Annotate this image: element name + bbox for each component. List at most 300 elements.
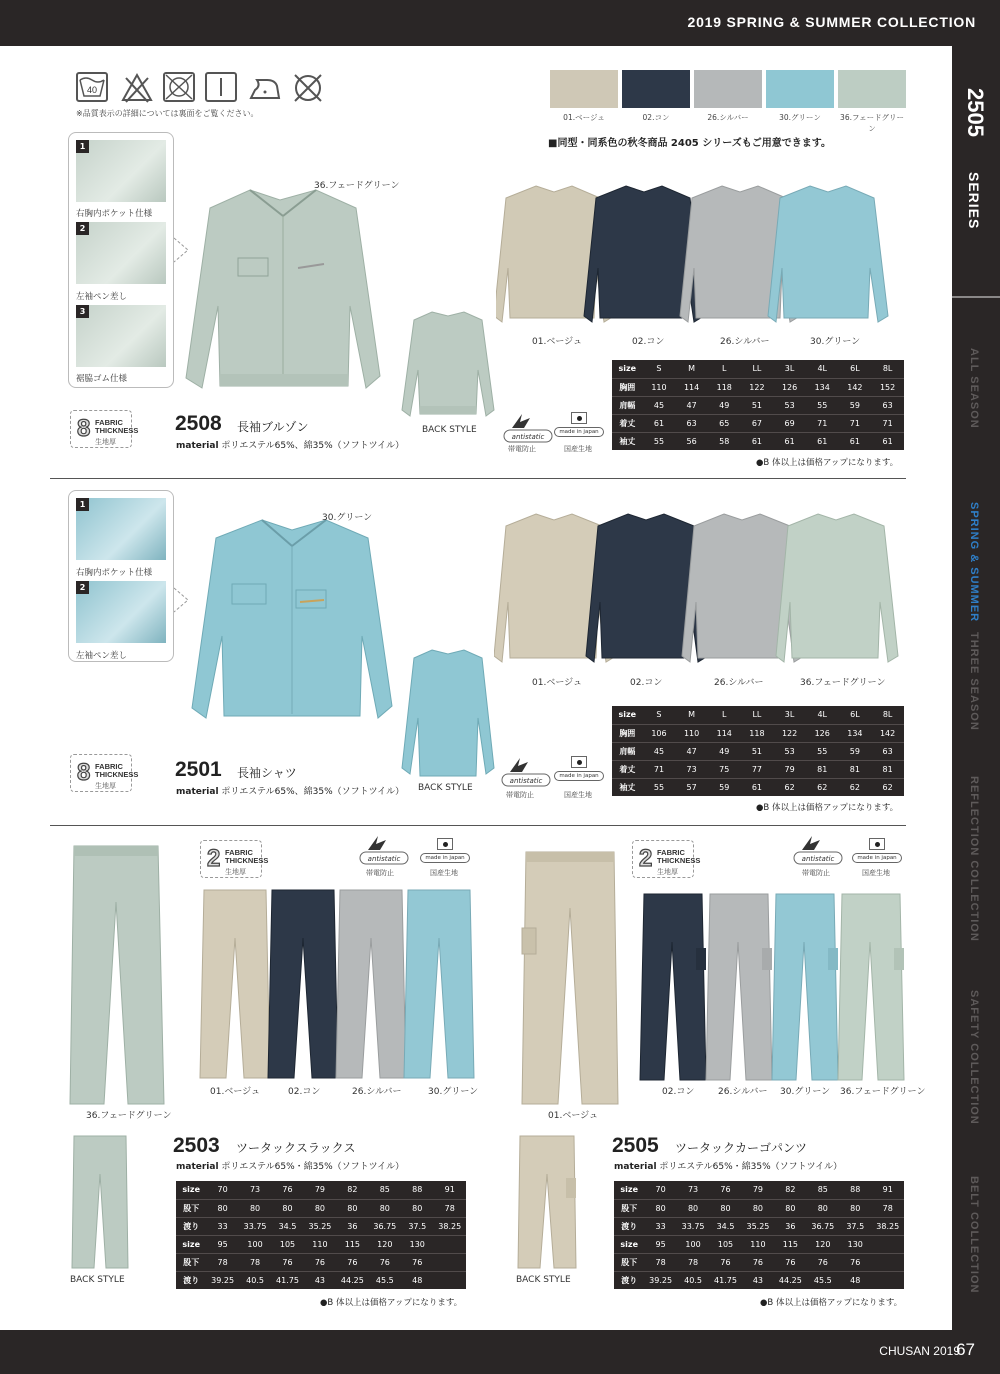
fabric-thickness-badge-2501 <box>70 754 139 792</box>
table-cell: 45 <box>643 396 676 414</box>
table-row <box>176 1253 466 1271</box>
size-note-2501: ●B 体以上は価格アップになります。 <box>756 803 899 813</box>
table-cell: 80 <box>742 1199 774 1217</box>
jacket-2508-main-photo <box>180 186 386 396</box>
made-in-japan-text: made in japan <box>554 427 604 437</box>
sidebar-item-all-season[interactable]: ALL SEASON <box>968 348 980 429</box>
swatch-silver <box>694 70 762 108</box>
table-cell: 71 <box>643 760 676 778</box>
wash-40-icon <box>76 72 108 102</box>
collection-title: 2019 SPRING & SUMMER COLLECTION <box>687 14 976 30</box>
table-row <box>612 432 904 450</box>
material-2501 <box>176 784 404 797</box>
table-row <box>614 1181 904 1199</box>
no-tumble-dry-icon <box>163 72 195 102</box>
detail-label: 左袖ペン差し <box>76 651 128 661</box>
shirt-2501-main-photo <box>188 516 398 726</box>
variant-label: 26.シルバー <box>714 678 764 688</box>
size-table-2503 <box>176 1181 466 1289</box>
size-table-2505 <box>614 1181 904 1289</box>
swatch-beige <box>550 70 618 108</box>
table-cell: 39.25 <box>644 1271 676 1289</box>
material-key: material <box>176 1162 219 1172</box>
table-cell: 110 <box>304 1235 336 1253</box>
cargo-2505-main-photo <box>518 848 622 1106</box>
antistatic-text: antistatic <box>367 855 401 863</box>
material-2508 <box>176 438 404 451</box>
table-cell: 47 <box>675 396 708 414</box>
table-cell: 8L <box>882 364 893 374</box>
table-cell: 80 <box>774 1199 806 1217</box>
footer-bar <box>0 1330 1000 1374</box>
swatch-label-silver: 26.シルバー <box>707 113 749 122</box>
table-cell: 70 <box>217 1185 228 1195</box>
table-cell: 62 <box>806 778 839 796</box>
table-cell: 着丈 <box>612 760 643 778</box>
table-cell: 130 <box>839 1235 871 1253</box>
made-in-japan-label: 国産生地 <box>564 791 592 799</box>
table-cell: 43 <box>742 1271 774 1289</box>
table-cell: 120 <box>807 1235 839 1253</box>
shirt-2501-color-variants <box>494 512 910 672</box>
size-table-2508 <box>612 360 904 450</box>
table-cell: S <box>656 710 662 720</box>
table-cell: 肩幅 <box>612 396 643 414</box>
antistatic-text: antistatic <box>801 855 835 863</box>
jacket-2508-color-variants <box>496 184 896 332</box>
table-cell: 134 <box>806 378 839 396</box>
table-cell: 股下 <box>176 1253 206 1271</box>
main-color-label-2505: 01.ベージュ <box>548 1111 598 1121</box>
table-cell: 79 <box>773 760 806 778</box>
table-cell: 37.5 <box>839 1217 871 1235</box>
table-cell: 69 <box>773 414 806 432</box>
table-cell: 59 <box>708 778 741 796</box>
table-cell: 80 <box>839 1199 871 1217</box>
table-cell: 80 <box>336 1199 368 1217</box>
table-cell: 126 <box>806 724 839 742</box>
line-dry-icon <box>205 72 237 102</box>
table-cell: 76 <box>271 1253 303 1271</box>
table-cell: 36.75 <box>807 1217 839 1235</box>
table-cell: LL <box>752 364 762 374</box>
table-cell <box>433 1271 466 1289</box>
table-cell: 48 <box>401 1271 433 1289</box>
table-cell: 43 <box>304 1271 336 1289</box>
table-cell: 36 <box>336 1217 368 1235</box>
table-cell: 45 <box>643 742 676 760</box>
fabric-title-2: THICKNESS <box>95 426 139 435</box>
table-cell: 76 <box>742 1253 774 1271</box>
fabric-title-2: THICKNESS <box>657 856 701 865</box>
table-cell: 渡り <box>614 1217 644 1235</box>
table-cell: 67 <box>741 414 774 432</box>
fabric-title-1: FABRIC <box>225 848 253 857</box>
fabric-thickness-badge-2505 <box>632 840 701 878</box>
table-cell: L <box>722 364 727 374</box>
size-note-2508: ●B 体以上は価格アップになります。 <box>756 458 899 468</box>
table-cell: 61 <box>839 432 872 450</box>
table-cell: 胸囲 <box>612 378 643 396</box>
back-style-label-2501: BACK STYLE <box>418 783 473 793</box>
table-row <box>612 742 904 760</box>
iron-icon <box>247 72 279 102</box>
table-cell: 49 <box>708 742 741 760</box>
table-cell <box>871 1235 904 1253</box>
table-cell: 82 <box>785 1185 796 1195</box>
table-row <box>612 778 904 796</box>
sidebar-item-belt-collection[interactable]: BELT COLLECTION <box>968 1176 980 1294</box>
detail-label: 裾脇ゴム仕様 <box>76 374 128 384</box>
series-word: SERIES <box>966 172 982 230</box>
table-cell: 81 <box>806 760 839 778</box>
table-cell: M <box>688 710 696 720</box>
table-cell: 51 <box>741 742 774 760</box>
table-cell: 100 <box>239 1235 271 1253</box>
table-cell: 76 <box>774 1253 806 1271</box>
table-cell: 80 <box>239 1199 271 1217</box>
table-cell: L <box>722 710 727 720</box>
slacks-2503-color-variants <box>198 888 480 1080</box>
slacks-2503-main-photo <box>66 842 166 1106</box>
table-cell: 袖丈 <box>612 778 643 796</box>
product-name-2508: 長袖ブルゾン <box>237 420 309 434</box>
fabric-title <box>95 419 138 435</box>
table-cell: 76 <box>839 1253 871 1271</box>
table-cell: 81 <box>871 760 904 778</box>
table-cell: 85 <box>379 1185 390 1195</box>
thickness-value: 2 <box>207 845 221 872</box>
table-cell: 35.25 <box>742 1217 774 1235</box>
detail-number: 1 <box>76 498 89 511</box>
table-cell: 80 <box>369 1199 401 1217</box>
detail-label: 右胸内ポケット仕様 <box>76 209 153 219</box>
table-cell: 62 <box>773 778 806 796</box>
table-cell: size <box>618 364 637 374</box>
variant-label: 30.グリーン <box>428 1087 479 1097</box>
table-cell: 134 <box>839 724 872 742</box>
detail-number: 2 <box>76 222 89 235</box>
table-cell: 79 <box>752 1185 764 1195</box>
table-cell: 118 <box>708 378 741 396</box>
antistatic-icon <box>500 756 552 790</box>
main-color-label-2503: 36.フェードグリーン <box>86 1111 172 1121</box>
table-cell: 34.5 <box>271 1217 303 1235</box>
variant-label: 36.フェードグリーン <box>800 678 886 688</box>
antistatic-icon <box>358 834 410 868</box>
sidebar-item-three-season[interactable]: THREE SEASON <box>968 632 980 731</box>
table-cell: 4L <box>817 364 827 374</box>
table-cell: 33 <box>644 1217 676 1235</box>
table-cell: 63 <box>675 414 708 432</box>
table-cell: 115 <box>774 1235 806 1253</box>
table-cell: 62 <box>839 778 872 796</box>
fabric-title-1: FABRIC <box>657 848 685 857</box>
table-row <box>176 1181 466 1199</box>
table-row <box>176 1199 466 1217</box>
detail-label: 右胸内ポケット仕様 <box>76 568 153 578</box>
table-cell: 59 <box>839 396 872 414</box>
table-cell: 76 <box>336 1253 368 1271</box>
table-cell: 105 <box>709 1235 741 1253</box>
table-cell: 37.5 <box>401 1217 433 1235</box>
main-color-label-2508: 36.フェードグリーン <box>314 181 400 191</box>
table-cell: 55 <box>643 778 676 796</box>
table-cell: 78 <box>433 1199 466 1217</box>
product-code-2501: 2501 <box>175 758 222 781</box>
fabric-title <box>657 849 700 865</box>
made-in-japan-text: made in japan <box>554 771 604 781</box>
table-cell: 35.25 <box>304 1217 336 1235</box>
table-cell: 91 <box>882 1185 893 1195</box>
fabric-title-1: FABRIC <box>95 418 123 427</box>
sidebar-divider <box>952 296 1000 298</box>
detail-photo-pocket <box>76 140 166 202</box>
table-cell: 110 <box>643 378 676 396</box>
table-cell: 106 <box>643 724 676 742</box>
table-cell: 80 <box>401 1199 433 1217</box>
table-cell: 38.25 <box>433 1217 466 1235</box>
swatch-label-fade-green: 36.フェードグリーン <box>840 113 904 133</box>
table-cell: 61 <box>806 432 839 450</box>
antistatic-label: 帯電防止 <box>506 791 534 799</box>
table-row <box>614 1199 904 1217</box>
table-cell: 85 <box>817 1185 828 1195</box>
detail-photo-hem <box>76 305 166 367</box>
series-number: 2505 <box>963 88 988 137</box>
table-cell: 122 <box>741 378 774 396</box>
product-name-2501: 長袖シャツ <box>237 766 297 780</box>
detail-number: 2 <box>76 581 89 594</box>
thickness-value: 2 <box>639 845 653 872</box>
material-value: ポリエステル65%、綿35%（ソフトツイル） <box>221 441 405 451</box>
detail-photo-pocket <box>76 498 166 560</box>
table-cell: 33.75 <box>677 1217 709 1235</box>
table-cell: 41.75 <box>709 1271 741 1289</box>
material-key: material <box>176 441 219 451</box>
shirt-2501-back-photo <box>400 648 496 780</box>
swatch-label-beige: 01.ベージュ <box>563 113 605 122</box>
table-cell: 78 <box>871 1199 904 1217</box>
table-cell: 76 <box>304 1253 336 1271</box>
cargo-2505-back-photo <box>516 1134 578 1270</box>
table-cell: 61 <box>773 432 806 450</box>
table-cell: 股下 <box>614 1253 644 1271</box>
back-style-label-2503: BACK STYLE <box>70 1275 125 1285</box>
material-key: material <box>614 1162 657 1172</box>
table-cell: 120 <box>369 1235 401 1253</box>
table-cell: 51 <box>741 396 774 414</box>
table-cell: 38.25 <box>871 1217 904 1235</box>
table-cell: 91 <box>444 1185 455 1195</box>
antistatic-label: 帯電防止 <box>508 445 536 453</box>
table-cell: 33.75 <box>239 1217 271 1235</box>
table-cell: 61 <box>643 414 676 432</box>
variant-label: 01.ベージュ <box>532 337 582 347</box>
size-note-2503: ●B 体以上は価格アップになります。 <box>320 1298 463 1308</box>
table-cell: 8L <box>882 710 893 720</box>
table-cell: 142 <box>839 378 872 396</box>
variant-label: 01.ベージュ <box>210 1087 260 1097</box>
jacket-2508-back-photo <box>400 310 496 422</box>
table-row <box>614 1253 904 1271</box>
material-2505 <box>614 1159 842 1172</box>
fabric-title <box>225 849 268 865</box>
table-cell: 71 <box>839 414 872 432</box>
table-cell: 76 <box>807 1253 839 1271</box>
detail-number: 1 <box>76 140 89 153</box>
table-cell: size <box>182 1185 200 1195</box>
sidebar-item-reflection-collection[interactable]: REFLECTION COLLECTION <box>968 776 980 942</box>
sidebar-item-safety-collection[interactable]: SAFETY COLLECTION <box>968 990 980 1125</box>
table-cell: 3L <box>784 364 795 374</box>
table-cell: 55 <box>806 742 839 760</box>
table-cell: 80 <box>807 1199 839 1217</box>
section-divider <box>50 478 906 479</box>
product-name-2505: ツータックカーゴパンツ <box>675 1141 808 1155</box>
swatch-label-navy: 02.コン <box>642 113 670 122</box>
table-cell: 78 <box>206 1253 238 1271</box>
table-cell: 6L <box>850 710 860 720</box>
table-cell: 55 <box>806 396 839 414</box>
table-cell: size <box>618 710 637 720</box>
material-value: ポリエステル65%・綿35%（ソフトツイル） <box>221 1162 405 1172</box>
table-cell: 股下 <box>614 1199 644 1217</box>
table-cell: 105 <box>271 1235 303 1253</box>
table-cell: 88 <box>412 1185 423 1195</box>
swatch-fade-green <box>838 70 906 108</box>
detail-photo-pen <box>76 222 166 284</box>
back-style-label-2508: BACK STYLE <box>422 425 477 435</box>
table-cell: 47 <box>675 742 708 760</box>
made-in-japan-label: 国産生地 <box>564 445 592 453</box>
table-cell: LL <box>752 710 762 720</box>
table-row <box>612 760 904 778</box>
thickness-value: 8 <box>77 759 91 786</box>
table-cell: 6L <box>850 364 860 374</box>
material-key: material <box>176 787 219 797</box>
table-cell: 100 <box>677 1235 709 1253</box>
table-cell: 44.25 <box>336 1271 368 1289</box>
table-cell: 63 <box>871 396 904 414</box>
table-cell: 股下 <box>176 1199 206 1217</box>
table-cell: 70 <box>655 1185 666 1195</box>
table-cell: 142 <box>871 724 904 742</box>
table-cell: 63 <box>871 742 904 760</box>
table-cell: 36 <box>774 1217 806 1235</box>
table-cell <box>871 1271 904 1289</box>
variant-label: 26.シルバー <box>720 337 770 347</box>
table-cell: 110 <box>675 724 708 742</box>
table-cell: 76 <box>369 1253 401 1271</box>
made-in-japan-text: made in japan <box>852 853 902 863</box>
table-cell: 55 <box>643 432 676 450</box>
table-cell: 122 <box>773 724 806 742</box>
table-row <box>176 1217 466 1235</box>
care-note: ※品質表示の詳細については裏面をご覧ください。 <box>76 109 259 118</box>
table-row <box>614 1235 904 1253</box>
made-in-japan-icon <box>554 756 604 790</box>
table-cell: 53 <box>773 396 806 414</box>
table-cell: 88 <box>850 1185 861 1195</box>
table-row <box>614 1271 904 1289</box>
table-cell: size <box>614 1235 644 1253</box>
table-cell: 65 <box>708 414 741 432</box>
table-row <box>612 396 904 414</box>
table-cell: 73 <box>675 760 708 778</box>
table-cell: size <box>176 1235 206 1253</box>
variant-label: 01.ベージュ <box>532 678 582 688</box>
table-cell: 36.75 <box>369 1217 401 1235</box>
table-cell: 78 <box>239 1253 271 1271</box>
table-cell: 62 <box>871 778 904 796</box>
product-name-2503: ツータックスラックス <box>236 1141 356 1155</box>
material-2503 <box>176 1159 404 1172</box>
table-cell: 40.5 <box>239 1271 271 1289</box>
antistatic-icon <box>792 834 844 868</box>
table-cell: 袖丈 <box>612 432 643 450</box>
table-cell <box>433 1235 466 1253</box>
table-row <box>612 378 904 396</box>
section-divider <box>50 825 906 826</box>
detail-photo-pen <box>76 581 166 643</box>
slacks-2503-back-photo <box>70 1134 130 1270</box>
no-dry-clean-icon <box>291 72 323 102</box>
fabric-thickness-badge-2508 <box>70 410 139 448</box>
table-cell: 53 <box>773 742 806 760</box>
table-cell: 34.5 <box>709 1217 741 1235</box>
variant-label: 02.コン <box>632 337 665 347</box>
swatch-label-green: 30.グリーン <box>779 113 821 122</box>
table-row <box>612 360 904 378</box>
antistatic-text: antistatic <box>509 777 543 785</box>
table-cell: 73 <box>687 1185 699 1195</box>
table-row <box>612 724 904 742</box>
fabric-jp: 生地厚 <box>225 868 246 876</box>
table-cell: 78 <box>677 1253 709 1271</box>
table-cell: 41.75 <box>271 1271 303 1289</box>
table-cell: 76 <box>282 1185 293 1195</box>
table-cell: 95 <box>644 1235 676 1253</box>
thickness-value: 8 <box>77 415 91 442</box>
product-code-2503: 2503 <box>173 1134 220 1157</box>
table-cell: 61 <box>741 432 774 450</box>
header-bar <box>0 0 1000 46</box>
table-cell <box>871 1253 904 1271</box>
material-value: ポリエステル65%・綿35%（ソフトツイル） <box>659 1162 843 1172</box>
swatch-navy <box>622 70 690 108</box>
table-cell: 76 <box>709 1253 741 1271</box>
antistatic-label: 帯電防止 <box>366 869 394 877</box>
table-cell: 48 <box>839 1271 871 1289</box>
table-cell: 59 <box>839 742 872 760</box>
fabric-jp: 生地厚 <box>95 782 116 790</box>
made-in-japan-text: made in japan <box>420 853 470 863</box>
main-color-label-2501: 30.グリーン <box>322 513 373 523</box>
sidebar-item-spring-summer[interactable]: SPRING & SUMMER <box>968 502 980 623</box>
variant-label: 26.シルバー <box>718 1087 768 1097</box>
table-cell: 75 <box>708 760 741 778</box>
size-table-2501 <box>612 706 904 796</box>
fabric-jp: 生地厚 <box>657 868 678 876</box>
table-cell: 56 <box>675 432 708 450</box>
variant-label: 30.グリーン <box>780 1087 831 1097</box>
product-code-2505: 2505 <box>612 1134 659 1157</box>
table-cell: 49 <box>708 396 741 414</box>
table-cell: 45.5 <box>807 1271 839 1289</box>
material-value: ポリエステル65%、綿35%（ソフトツイル） <box>221 787 405 797</box>
variant-label: 36.フェードグリーン <box>840 1087 926 1097</box>
